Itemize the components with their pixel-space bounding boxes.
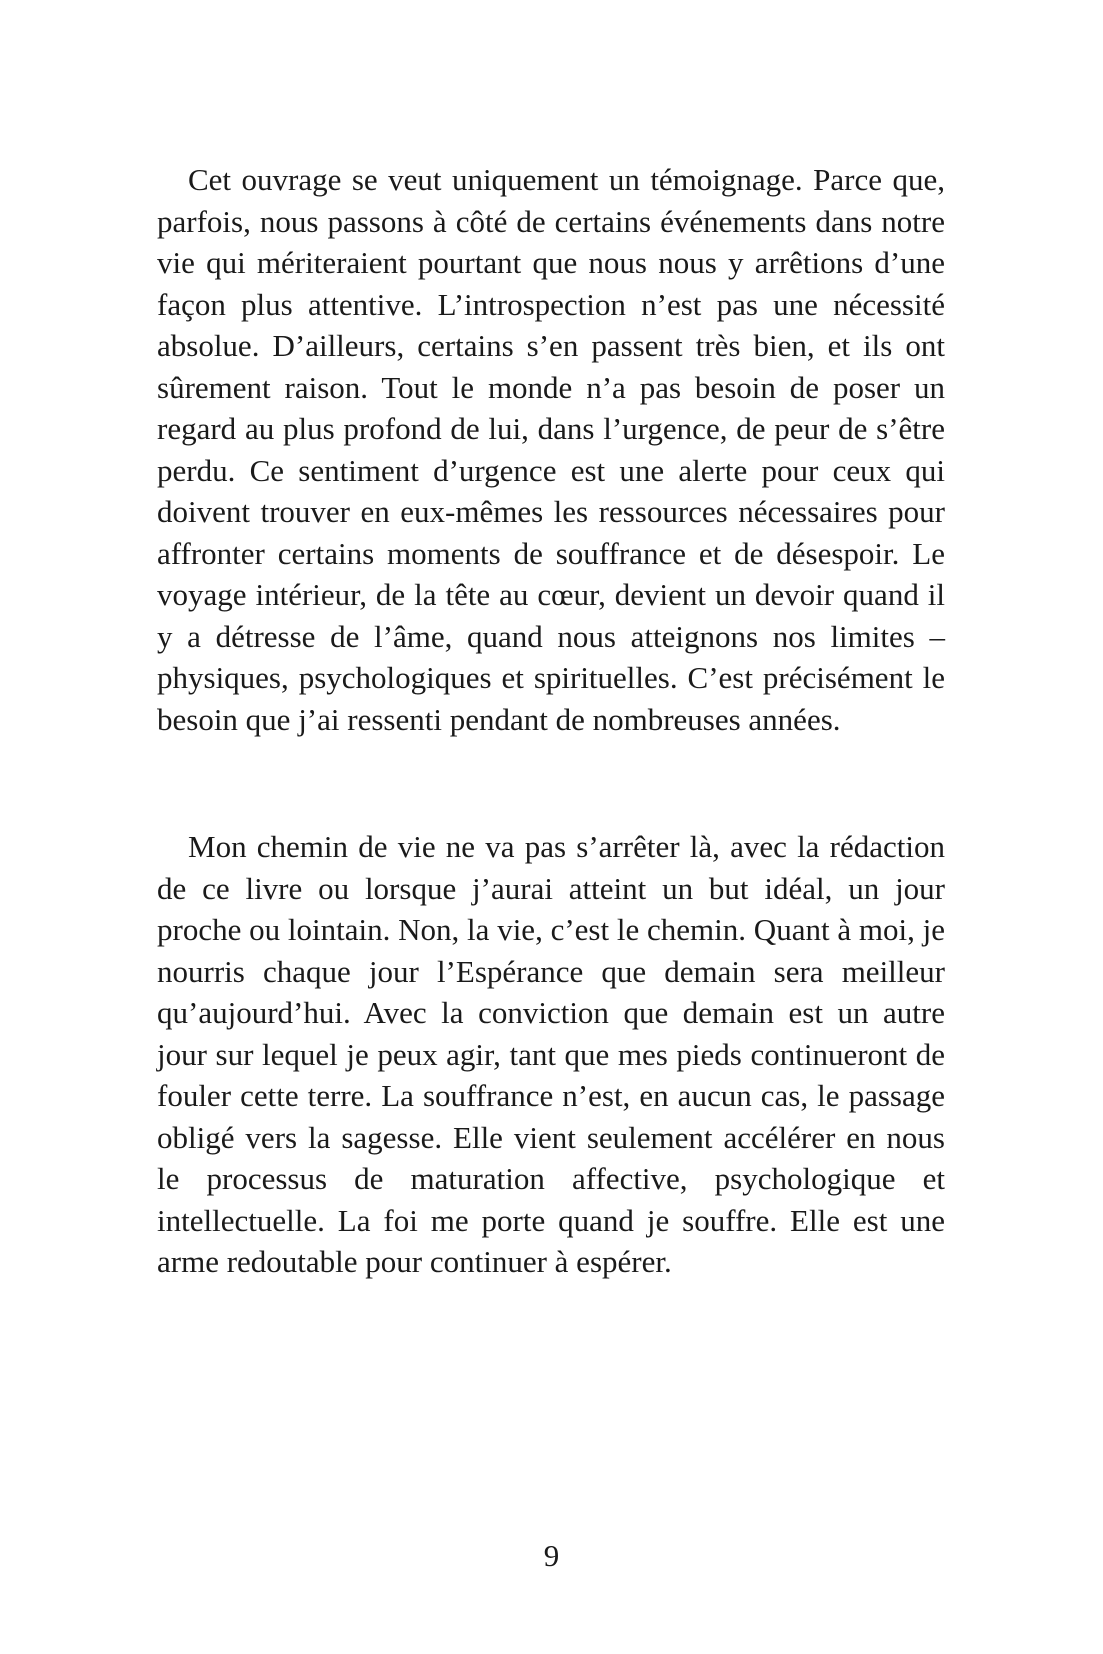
page-number: 9 (543, 1538, 560, 1573)
paragraph-1: Cet ouvrage se veut uniquement un témoignage. Parce que, parfois, nous passons à côté de certains événements dans notre vie qui mériteraient pourtant que nous nous y arrêtions d’une façon plus attentive. L’introspection n’est pas une nécessité absolue. D’ailleurs, certains s’en passent très bien, et ils ont sûrement raison. Tout le monde n’a pas besoin de poser un regard au plus profond de lui, dans l’urgence, de peur de s’être perdu. Ce sentiment d’urgence est une alerte pour ceux qui doivent trouver en eux-mêmes les ressources nécessaires pour affronter certains moments de souffrance et de désespoir. Le voyage intérieur, de la tête au cœur, devient un devoir quand il y a détresse de l’âme, quand nous atteignons nos limites – physiques, psychologiques et spirituelles. C’est précisément le besoin que j’ai ressenti pendant de nombreuses années. (157, 162, 945, 737)
paragraph-2: Mon chemin de vie ne va pas s’arrêter là, avec la rédaction de ce livre ou lorsque j’aurai atteint un but idéal, un jour proche ou lointain. Non, la vie, c’est le chemin. Quant à moi, je nourris chaque jour l’Espérance que demain sera meilleur qu’aujourd’hui. Avec la conviction que demain est un autre jour sur lequel je peux agir, tant que mes pieds continueront de fouler cette terre. La souffrance n’est, en aucun cas, le passage obligé vers la sagesse. Elle vient seulement accélérer en nous le processus de maturation affective, psychologique et intellectuelle. La foi me porte quand je souffre. Elle est une arme redoutable pour continuer à espérer. (157, 829, 945, 1279)
